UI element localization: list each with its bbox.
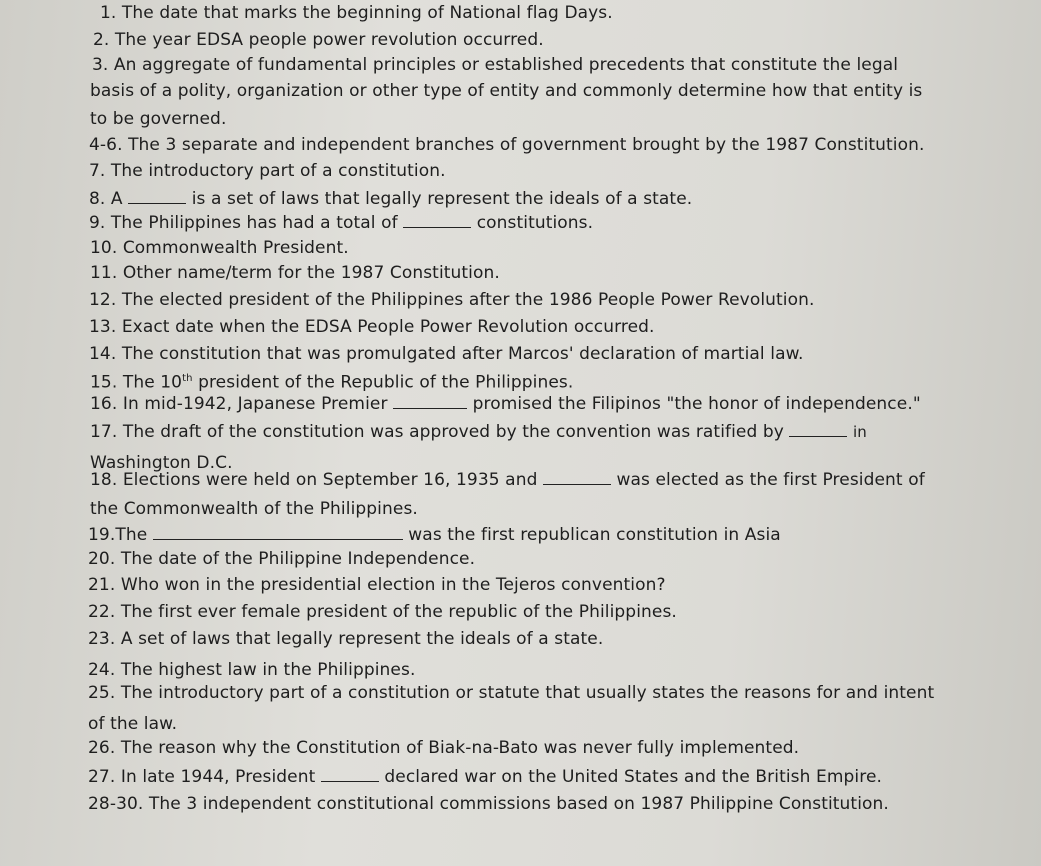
question-28-30: 28-30. The 3 independent constitutional commissions based on 1987 Philippine Constitution. (88, 794, 889, 814)
question-15 (90, 368, 573, 394)
answer-blank-27[interactable] (321, 767, 379, 782)
question-2: 2. The year EDSA people power revolution occurred. (93, 30, 544, 50)
question-3-line-2: basis of a polity, organization or other type of entity and commonly determine how that entity is (90, 81, 923, 101)
question-18 (90, 469, 925, 491)
question-17-line-2: Washington D.C. (90, 453, 233, 473)
question-17-start: 17. The draft of the constitution was approved by the convention was ratified by (90, 422, 784, 442)
question-16 (90, 393, 921, 415)
question-19-start: 19.The (88, 525, 148, 545)
answer-blank-16[interactable] (393, 394, 467, 409)
question-12: 12. The elected president of the Philippines after the 1986 People Power Revolution. (89, 290, 815, 310)
answer-blank-8[interactable] (128, 189, 186, 204)
question-8-end: is a set of laws that legally represent the ideals of a state. (191, 189, 693, 209)
question-27-end: declared war on the United States and the British Empire. (384, 767, 883, 787)
ordinal-suffix: th (182, 373, 193, 384)
question-26: 26. The reason why the Constitution of Biak-na-Bato was never fully implemented. (88, 738, 800, 758)
question-18-start: 18. Elections were held on September 16, 1935 and (90, 470, 538, 490)
question-19-end: was the first republican constitution in Asia (408, 525, 781, 545)
question-3-line-1: 3. An aggregate of fundamental principles or established precedents that constitute the legal (92, 55, 899, 75)
question-4-6: 4-6. The 3 separate and independent branches of government brought by the 1987 Constitution. (89, 135, 925, 155)
question-18-line-2: the Commonwealth of the Philippines. (90, 499, 418, 519)
question-22: 22. The first ever female president of the republic of the Philippines. (88, 602, 677, 622)
question-15-start: 15. The 10 (90, 372, 183, 393)
question-14: 14. The constitution that was promulgated after Marcos' declaration of martial law. (89, 344, 804, 364)
answer-blank-9[interactable] (403, 213, 471, 228)
question-25-line-2: of the law. (88, 714, 178, 734)
question-16-end: promised the Filipinos "the honor of independence." (472, 394, 921, 414)
question-3-line-3: to be governed. (90, 109, 227, 129)
question-7: 7. The introductory part of a constitution. (89, 161, 446, 181)
question-25-line-1: 25. The introductory part of a constitution or statute that usually states the reasons for and intent (88, 683, 935, 703)
question-24: 24. The highest law in the Philippines. (88, 660, 416, 680)
question-10: 10. Commonwealth President. (90, 238, 349, 258)
question-18-end: was elected as the first President of (616, 470, 925, 490)
question-27-start: 27. In late 1944, President (88, 767, 316, 787)
answer-blank-18[interactable] (543, 470, 611, 485)
worksheet (88, 0, 1038, 866)
question-17 (90, 421, 867, 443)
answer-blank-17[interactable] (789, 422, 847, 437)
question-27 (88, 766, 882, 788)
question-1: 1. The date that marks the beginning of National flag Days. (100, 3, 613, 23)
question-9-end: constitutions. (476, 213, 594, 233)
question-9-start: 9. The Philippines has had a total of (89, 213, 398, 233)
question-9 (89, 212, 593, 234)
answer-blank-19[interactable] (153, 525, 403, 540)
question-8 (89, 188, 692, 210)
question-19 (88, 524, 781, 546)
question-23: 23. A set of laws that legally represent the ideals of a state. (88, 629, 604, 649)
question-20: 20. The date of the Philippine Independence. (88, 549, 476, 569)
question-11: 11. Other name/term for the 1987 Constitution. (90, 263, 500, 283)
question-13: 13. Exact date when the EDSA People Power Revolution occurred. (89, 317, 655, 337)
question-17-mid: in (852, 423, 867, 441)
question-15-end: president of the Republic of the Philippines. (198, 372, 574, 393)
question-16-start: 16. In mid-1942, Japanese Premier (90, 394, 388, 414)
question-21: 21. Who won in the presidential election in the Tejeros convention? (88, 575, 666, 595)
question-8-start: 8. A (89, 189, 123, 209)
